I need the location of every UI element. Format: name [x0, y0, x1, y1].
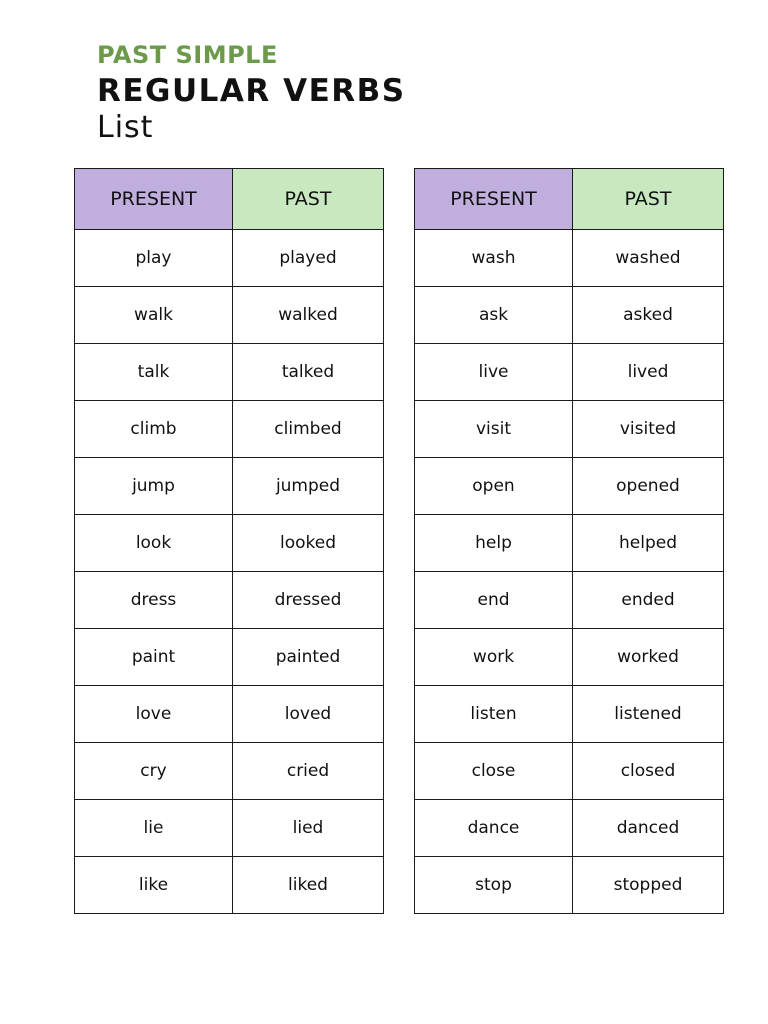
present-verb-cell: look: [75, 515, 233, 572]
present-verb-cell: help: [415, 515, 573, 572]
table-row: [75, 686, 384, 743]
table-row: [75, 515, 384, 572]
table-row: [415, 401, 724, 458]
past-verb-cell: painted: [233, 629, 384, 686]
past-column-header: PAST: [573, 169, 724, 230]
past-verb-cell: dressed: [233, 572, 384, 629]
table-row: [415, 344, 724, 401]
past-verb-cell: talked: [233, 344, 384, 401]
past-verb-cell: washed: [573, 230, 724, 287]
present-column-header: PRESENT: [75, 169, 233, 230]
present-verb-cell: wash: [415, 230, 573, 287]
present-column-header: PRESENT: [415, 169, 573, 230]
present-verb-cell: ask: [415, 287, 573, 344]
table-row: [415, 515, 724, 572]
present-verb-cell: live: [415, 344, 573, 401]
past-verb-cell: closed: [573, 743, 724, 800]
past-verb-cell: danced: [573, 800, 724, 857]
table-row: [415, 287, 724, 344]
past-verb-cell: cried: [233, 743, 384, 800]
table-row: [75, 572, 384, 629]
present-verb-cell: like: [75, 857, 233, 914]
present-verb-cell: jump: [75, 458, 233, 515]
page-subtitle: List: [97, 110, 154, 145]
past-verb-cell: played: [233, 230, 384, 287]
past-verb-cell: lived: [573, 344, 724, 401]
past-column-header: PAST: [233, 169, 384, 230]
table-row: [75, 230, 384, 287]
table-row: [75, 629, 384, 686]
verb-table-right: [414, 168, 724, 914]
table-row: [415, 686, 724, 743]
past-verb-cell: worked: [573, 629, 724, 686]
past-verb-cell: stopped: [573, 857, 724, 914]
past-verb-cell: helped: [573, 515, 724, 572]
present-verb-cell: work: [415, 629, 573, 686]
table-row: [75, 458, 384, 515]
present-verb-cell: love: [75, 686, 233, 743]
present-verb-cell: dance: [415, 800, 573, 857]
page-kicker: PAST SIMPLE: [97, 41, 278, 69]
table-row: [415, 572, 724, 629]
present-verb-cell: talk: [75, 344, 233, 401]
table-row: [415, 800, 724, 857]
table-row: [415, 458, 724, 515]
verb-table-body: [75, 230, 384, 914]
table-row: [415, 629, 724, 686]
present-verb-cell: close: [415, 743, 573, 800]
present-verb-cell: cry: [75, 743, 233, 800]
past-verb-cell: lied: [233, 800, 384, 857]
table-row: [415, 230, 724, 287]
past-verb-cell: walked: [233, 287, 384, 344]
past-verb-cell: jumped: [233, 458, 384, 515]
verb-table-body: [415, 230, 724, 914]
past-verb-cell: looked: [233, 515, 384, 572]
table-row: [75, 287, 384, 344]
present-verb-cell: stop: [415, 857, 573, 914]
present-verb-cell: end: [415, 572, 573, 629]
verb-table-left: [74, 168, 384, 914]
past-verb-cell: opened: [573, 458, 724, 515]
present-verb-cell: dress: [75, 572, 233, 629]
past-verb-cell: listened: [573, 686, 724, 743]
table-row: [75, 800, 384, 857]
table-row: [75, 344, 384, 401]
page-title: REGULAR VERBS: [97, 73, 406, 109]
table-row: [75, 743, 384, 800]
present-verb-cell: paint: [75, 629, 233, 686]
table-row: [415, 743, 724, 800]
present-verb-cell: listen: [415, 686, 573, 743]
past-verb-cell: visited: [573, 401, 724, 458]
present-verb-cell: climb: [75, 401, 233, 458]
past-verb-cell: asked: [573, 287, 724, 344]
past-verb-cell: liked: [233, 857, 384, 914]
page-header: [97, 38, 406, 146]
past-verb-cell: loved: [233, 686, 384, 743]
present-verb-cell: walk: [75, 287, 233, 344]
table-row: [75, 857, 384, 914]
present-verb-cell: play: [75, 230, 233, 287]
table-header-row: [415, 169, 724, 230]
table-row: [415, 857, 724, 914]
table-row: [75, 401, 384, 458]
table-header-row: [75, 169, 384, 230]
present-verb-cell: lie: [75, 800, 233, 857]
past-verb-cell: ended: [573, 572, 724, 629]
past-verb-cell: climbed: [233, 401, 384, 458]
present-verb-cell: open: [415, 458, 573, 515]
present-verb-cell: visit: [415, 401, 573, 458]
